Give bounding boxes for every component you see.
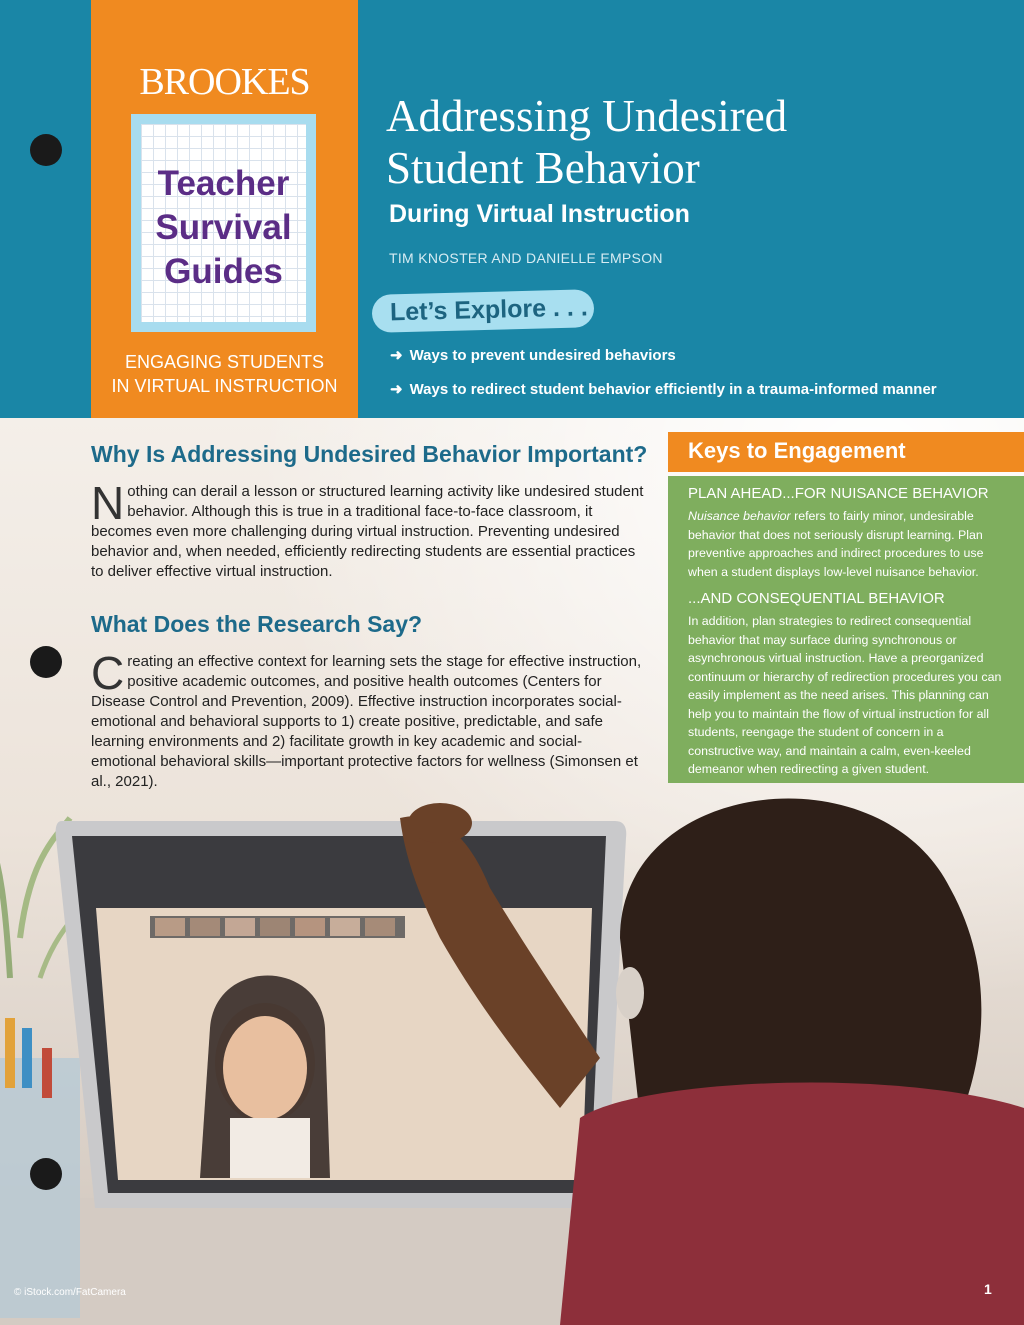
binder-hole: [30, 134, 62, 166]
authors: TIM KNOSTER AND DANIELLE EMPSON: [389, 250, 663, 266]
drop-cap: N: [91, 477, 125, 529]
arrow-right-icon: ➜: [390, 347, 403, 364]
page-subtitle: During Virtual Instruction: [389, 200, 690, 228]
arrow-right-icon: ➜: [390, 381, 403, 398]
keys-subheading: PLAN AHEAD...FOR NUISANCE BEHAVIOR: [688, 485, 989, 502]
explore-item: ➜ Ways to prevent undesired behaviors: [390, 347, 676, 364]
binder-hole: [30, 646, 62, 678]
page-title: Addressing Undesired Student Behavior: [386, 91, 788, 193]
explore-item: ➜ Ways to redirect student behavior efficiently in a trauma-informed manner: [390, 381, 937, 398]
keys-box: [668, 476, 1024, 783]
series-panel: [91, 0, 358, 418]
series-title: Teacher Survival Guides: [155, 164, 292, 291]
series-card: [131, 114, 316, 332]
keys-heading: Keys to Engagement: [688, 438, 906, 463]
explore-banner: [372, 289, 595, 333]
keys-heading-bar: [668, 432, 1024, 472]
explore-label: Let’s Explore . . .: [389, 293, 589, 327]
binder-hole: [30, 1158, 62, 1190]
series-subtitle: ENGAGING STUDENTS IN VIRTUAL INSTRUCTION: [111, 352, 338, 396]
section-body: Creating an effective context for learning sets the stage for effective instruction, positive academic outcomes, and positive health outcomes (Centers for Disease Control and Prevention, 2009). Effective instruction incorporates social-emotional and behavioral supports to 1) create positive, predictable, and safe learning environments and 2) facilitate growth in key academic and social-emotional behavioral skills—important protective factors for wellness (Simonsen et al., 2021).: [91, 647, 642, 790]
graph-paper: [141, 124, 306, 322]
keys-paragraph: In addition, plan strategies to redirect consequential behavior that may surface during synchronous or asynchronous virtual instruction. Have a preorganized continuum or hierarchy of redirection procedures you can easily implement as the need arises. This planning can help you to maintain the flow of virtual instruction for all students, reengage the student of concern in a constructive way, and maintain a calm, even-keeled demeanor when redirecting a given student.: [688, 614, 1002, 776]
section-body: Nothing can derail a lesson or structured learning activity like undesired student behavior. Although this is true in a traditional face-to-face classroom, it becomes even more challenging during virtual instruction. Preventing undesired behavior and, when needed, efficiently redirecting students are essential practices to deliver effective virtual instruction.: [91, 477, 644, 580]
section-heading: Why Is Addressing Undesired Behavior Important?: [91, 441, 648, 467]
keys-paragraph: Nuisance behavior refers to fairly minor, undesirable behavior that does not seriously disrupt learning. Plan preventive approaches and indirect procedures to use when a student displays low-level nuisance behavior.: [688, 509, 984, 579]
publisher-logo: BROOKES: [139, 61, 310, 103]
page-number: 1: [984, 1281, 992, 1297]
keys-subheading: ...AND CONSEQUENTIAL BEHAVIOR: [688, 590, 945, 607]
section-heading: What Does the Research Say?: [91, 611, 423, 637]
photo-credit: © iStock.com/FatCamera: [14, 1287, 126, 1298]
drop-cap: C: [91, 647, 125, 699]
